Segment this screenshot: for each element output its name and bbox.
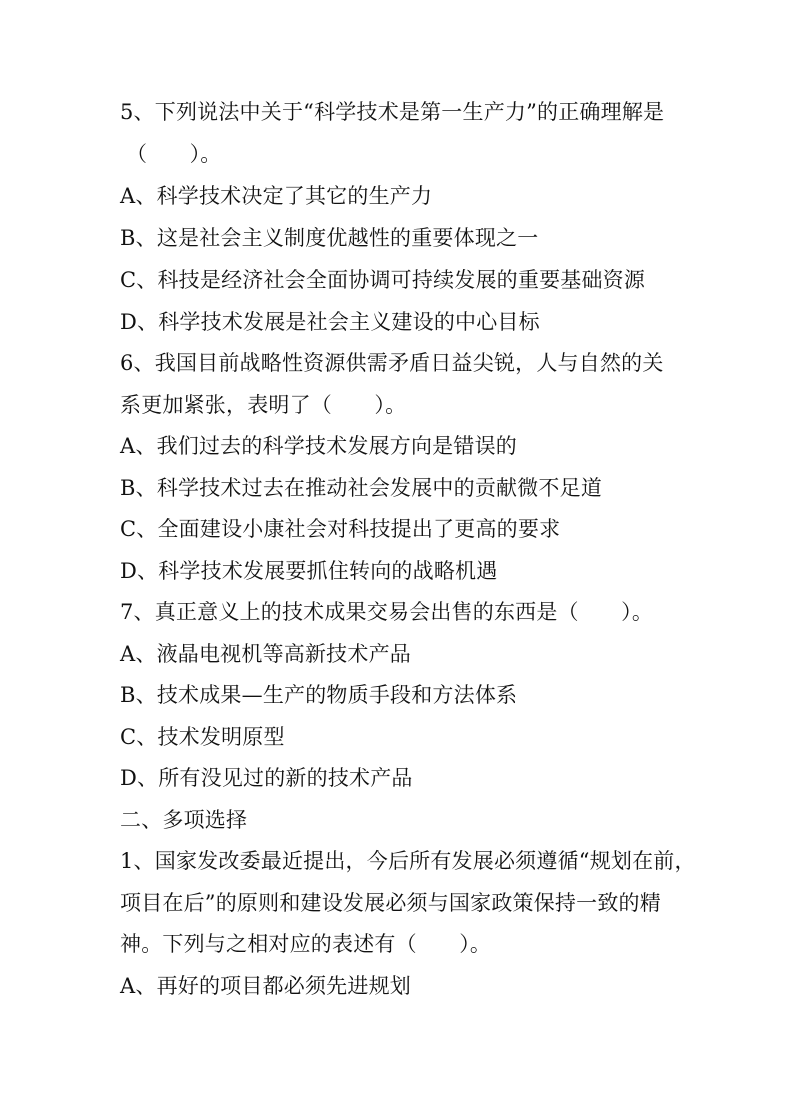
question-6-stem-line-2: 系更加紧张，表明了（ ）。 — [120, 393, 407, 417]
question-5-stem-line-1: 5、下列说法中关于“科学技术是第一生产力”的正确理解是 — [120, 100, 665, 124]
question-7-stem: 7、真正意义上的技术成果交易会出售的东西是（ ）。 — [120, 600, 654, 624]
mc-question-1-stem-line-1: 1、国家发改委最近提出，今后所有发展必须遵循“规划在前， — [120, 849, 696, 873]
question-7-option-d: D、所有没见过的新的技术产品 — [120, 766, 413, 790]
mc-question-1-stem-line-3: 神。下列与之相对应的表述有（ ）。 — [120, 932, 492, 956]
question-7-option-c: C、技术发明原型 — [120, 725, 285, 749]
section-heading-multiple-choice: 二、多项选择 — [120, 808, 248, 832]
question-5-option-d: D、科学技术发展是社会主义建设的中心目标 — [120, 310, 540, 334]
question-6-option-b: B、科学技术过去在推动社会发展中的贡献微不足道 — [120, 476, 603, 500]
mc-question-1-option-a: A、再好的项目都必须先进规划 — [120, 974, 411, 998]
question-6-option-d: D、科学技术发展要抓住转向的战略机遇 — [120, 559, 498, 583]
question-6-stem-line-1: 6、我国目前战略性资源供需矛盾日益尖锐，人与自然的关 — [120, 351, 664, 375]
question-5-stem-line-2: （ ）。 — [126, 142, 222, 166]
question-5-option-b: B、这是社会主义制度优越性的重要体现之一 — [120, 226, 539, 250]
question-5-option-c: C、科技是经济社会全面协调可持续发展的重要基础资源 — [120, 268, 646, 292]
question-7-option-a: A、液晶电视机等高新技术产品 — [120, 642, 411, 666]
mc-question-1-stem-line-2: 项目在后”的原则和建设发展必须与国家政策保持一致的精 — [120, 891, 661, 915]
question-6-option-c: C、全面建设小康社会对科技提出了更高的要求 — [120, 517, 561, 541]
question-6-option-a: A、我们过去的科学技术发展方向是错误的 — [120, 434, 517, 458]
question-7-option-b: B、技术成果—生产的物质手段和方法体系 — [120, 683, 518, 707]
question-5-option-a: A、科学技术决定了其它的生产力 — [120, 184, 433, 208]
